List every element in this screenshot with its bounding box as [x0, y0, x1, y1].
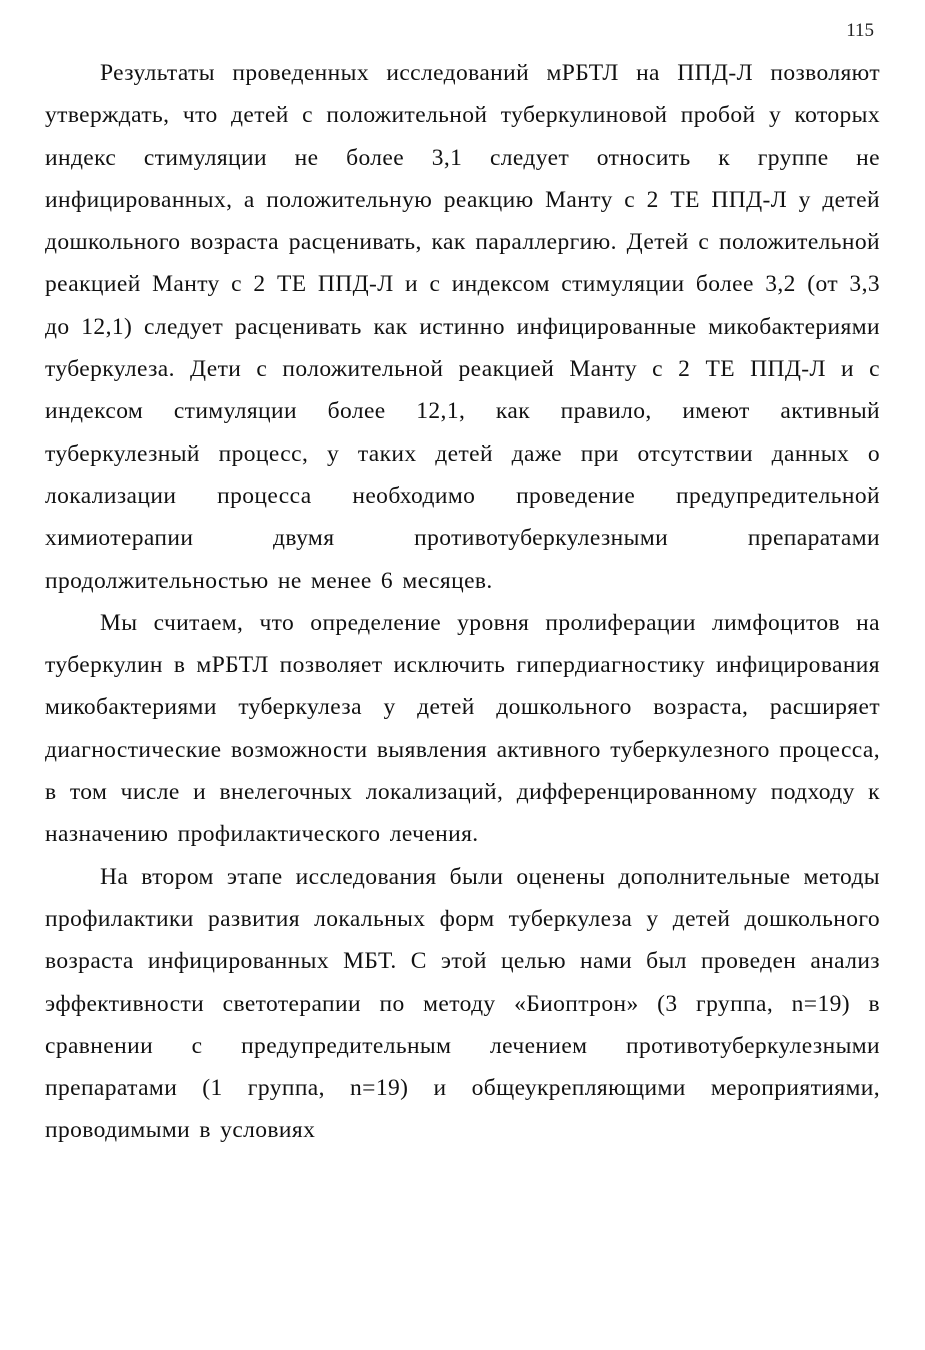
page-number: 115 — [846, 20, 874, 41]
paragraph-3: На втором этапе исследования были оценены дополнительные методы профилактики развития локальных форм туберкулеза у детей дошкольного возраста инфицированных МБТ. С этой целью нами был проведен анализ эффективности светотерапии по методу «Биоптрон» (3 группа, n=19) в сравнении с предупредительным лечением противотуберкулезными препаратами (1 группа, n=19) и общеукрепляющими мероприятиями, проводимыми в условиях — [45, 863, 880, 1144]
body-text — [45, 52, 880, 1152]
paragraph-2: Мы считаем, что определение уровня пролиферации лимфоцитов на туберкулин в мРБТЛ позволяет исключить гипердиагностику инфицирования микобактериями туберкулеза у детей дошкольного возраста, расширяет диагностические возможности выявления активного туберкулезного процесса, в том числе и внелегочных локализаций, дифференцированному подходу к назначению профилактического лечения. — [45, 609, 880, 848]
paragraph-1: Результаты проведенных исследований мРБТЛ на ППД-Л позволяют утверждать, что детей с положительной туберкулиновой пробой у которых индекс стимуляции не более 3,1 следует относить к группе не инфицированных, а положительную реакцию Манту с 2 ТЕ ППД-Л у детей дошкольного возраста расценивать, как параллергию. Детей с положительной реакцией Манту с 2 ТЕ ППД-Л и с индексом стимуляции более 3,2 (от 3,3 до 12,1) следует расценивать как истинно инфицированные микобактериями туберкулеза. Дети с положительной реакцией Манту с 2 ТЕ ППД-Л и с индексом стимуляции более 12,1, как правило, имеют активный туберкулезный процесс, у таких детей даже при отсутствии данных о локализации процесса необходимо проведение предупредительной химиотерапии двумя противотуберкулезными препаратами продолжительностью не менее 6 месяцев. — [45, 60, 880, 594]
